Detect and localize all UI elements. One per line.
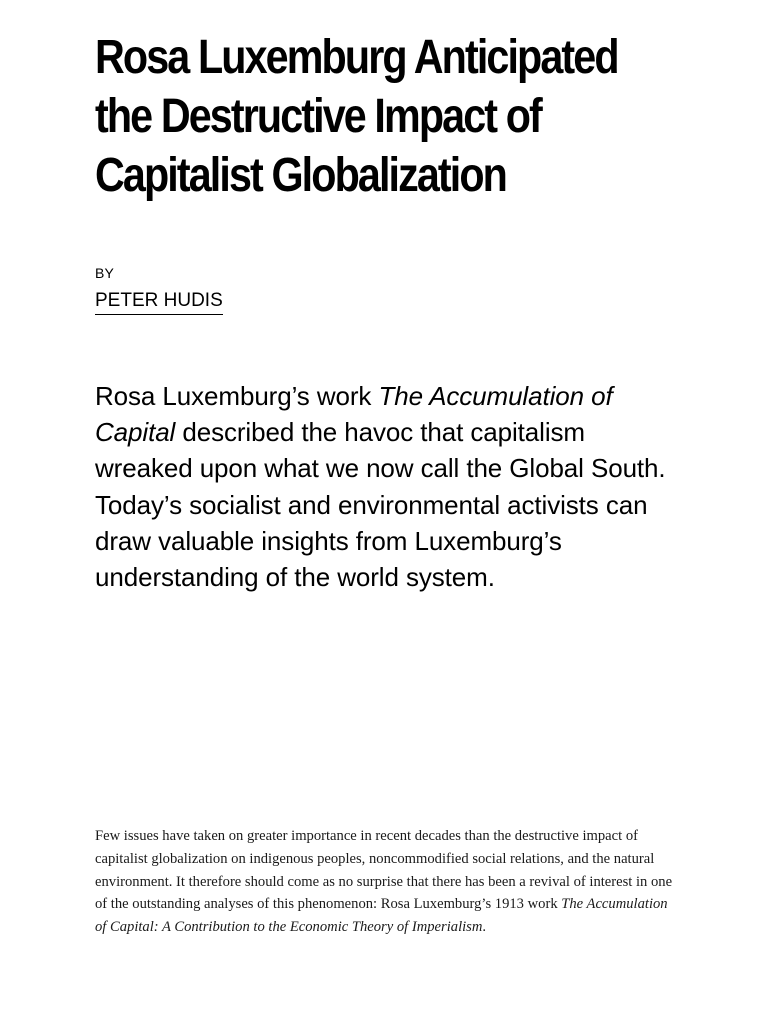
- headline-line-3: Capitalist Globalization: [95, 149, 507, 202]
- dek-text-1: Rosa Luxemburg’s work: [95, 381, 379, 411]
- dek-text-2: described the havoc that capitalism wreaked upon what we now call the Global South. Today’s socialist and environmental activists can draw valuable insights from Luxemburg’s understanding of the world system.: [95, 417, 666, 593]
- headline-line-1: Rosa Luxemburg Anticipated: [95, 31, 618, 84]
- body-text-end: .: [482, 919, 487, 936]
- article-dek: [95, 378, 685, 595]
- author-link[interactable]: PETER HUDIS: [95, 289, 223, 315]
- article-body-paragraph: [95, 825, 680, 939]
- dek-book-title: The Accumulation of Capital: [95, 381, 613, 448]
- headline-line-2: the Destructive Impact of: [95, 90, 541, 143]
- body-text: Few issues have taken on greater importance in recent decades than the destructive impact of capitalist globalization on indigenous peoples, noncommodified social relations, and the natural environment. It therefore should come as no surprise that there has been a revival of interest in one of the outstanding analyses of this phenomenon: Rosa Luxemburg’s 1913 work: [95, 828, 673, 913]
- article-headline: [95, 28, 618, 205]
- body-book-title: The Accumulation of Capital: A Contribution to the Economic Theory of Imperialism: [95, 896, 668, 936]
- byline-label: BY: [95, 265, 115, 281]
